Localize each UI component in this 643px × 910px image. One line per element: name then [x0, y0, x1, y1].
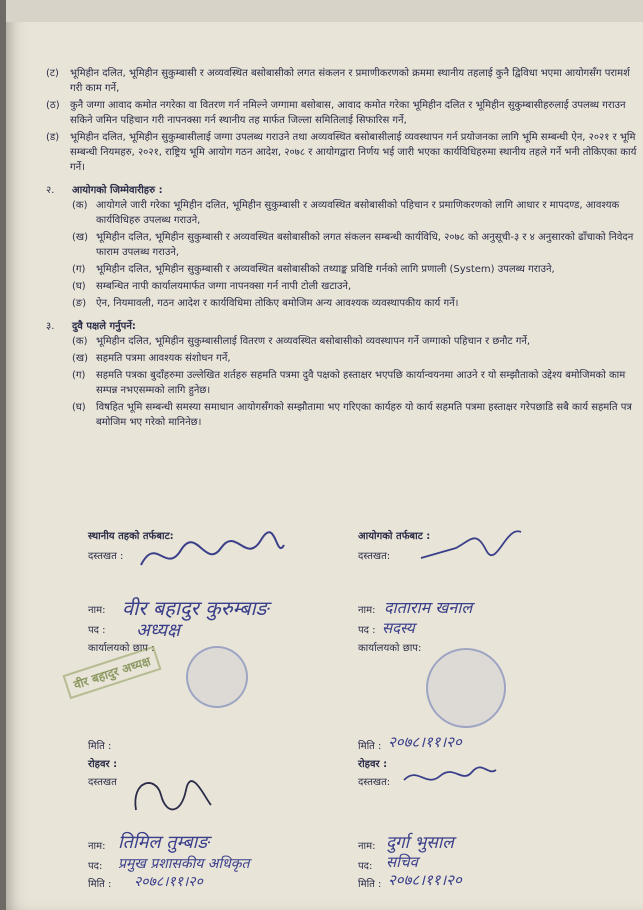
commission-name-handwritten: दाताराम खनाल — [384, 598, 473, 617]
section-title: दुवै पक्षले गर्नुपर्ने: — [72, 321, 136, 332]
item-marker: (ग) — [72, 370, 86, 381]
witness-right-signature-mark — [400, 762, 500, 792]
local-signature-mark — [136, 530, 286, 580]
witness-right-name-handwritten: दुर्गा भुसाल — [386, 833, 454, 853]
item-text: भूमिहीन दलित, भूमिहीन सुकुम्बासी र अव्यवस्थित बसोबासीको तथ्याङ्क प्रविष्टि गर्नको लागि प्रणाली (System) उपलब्ध गराउने, — [96, 264, 555, 275]
witness-left-post-handwritten: प्रमुख प्रशासकीय अधिकृत — [118, 856, 250, 872]
witness-right-date-handwritten: २०७८।११।२० — [388, 733, 462, 751]
witness-right-post-handwritten: सचिव — [386, 853, 418, 871]
list-item — [72, 262, 641, 277]
section2-list — [46, 198, 641, 311]
item-marker: (क) — [72, 200, 88, 211]
list-item — [46, 98, 641, 128]
item-text: कुनै जग्गा आवाद कमोत नगरेका वा वितरण गर्न नमिल्ने जग्गामा बसोबास, आवाद कमोत गरेका भूमिहीन दलित र भूमिहीन सुकुम्बासीहरुलाई उपलब्ध गराउन सकिने जमिन पहिचान गरी नापनक्सा गर्न स्थानीय तह मार्फत जिल्ला समितिलाई सिफारिस गर्ने, — [70, 100, 626, 126]
list-item — [72, 351, 641, 366]
list-item — [72, 198, 641, 228]
item-marker: (ट) — [46, 68, 59, 79]
item-text: सहमति पत्रका बुदाँहरुमा उल्लेखित शर्तहरु सहमति पत्रमा दुवै पक्षको हस्ताक्षर भएपछि कार्यान्वयनमा आउने र यो सम्झौताको उद्देश्य बमोजिमको काम सम्पन्न नभएसम्मको लागि हुनेछ। — [96, 370, 626, 396]
witness-right-date2-label: मिति : — [358, 879, 382, 890]
item-text: विषहित भूमि सम्बन्धी समस्या समाधान आयोगसँगको सम्झौतामा भए गरिएका कार्यहरु यो कार्य सहमति पत्रमा हस्ताक्षर गरेपछाडि सबै कार्य सहमति पत्र बमोजिम भए गरेको मानिनेछ। — [96, 402, 632, 428]
list-item — [72, 368, 641, 398]
witness-right-date2-handwritten: २०७८।११।२० — [388, 871, 462, 889]
item-marker: (घ) — [72, 402, 86, 413]
item-marker: (क) — [72, 336, 88, 347]
item-text: भूमिहीन दलित, भूमिहीन सुकुम्बासी र अव्यवस्थित बसोबासीको लगत संकलन सम्बन्धी कार्यविधि, २०७८ को अनुसूची-३ र ४ अनुसारको ढाँचाको निवेदन फाराम उपलब्ध गराउने, — [96, 232, 634, 258]
witness-left-heading: रोहवर : — [88, 759, 118, 770]
witness-right-heading: रोहवर : — [358, 759, 388, 770]
section-heading — [46, 319, 641, 334]
document-page — [6, 0, 643, 910]
witness-left-post-label: पद: — [88, 861, 103, 872]
local-name-label: नाम: — [88, 605, 106, 616]
section-number: ३. — [46, 321, 55, 332]
item-text: सहमति पत्रमा आवश्यक संशोधन गर्ने, — [96, 353, 231, 364]
witness-right-date-label: मिति : — [358, 741, 382, 752]
item-marker: (ख) — [72, 353, 88, 364]
item-text: भूमिहीन दलित, भूमिहीन सुकुम्बासीलाई जग्गा उपलब्ध गराउने तथा अव्यवस्थित बसोबासीलाई व्यवस्थापन गर्न प्रयोजनका लागि भूमि सम्बन्धी ऐन, २०२१ र भूमि सम्बन्धी नियमहरु, २०२१, राष्ट्रिय भूमि आयोग गठन आदेश, २०७८ र आयोगद्वारा निर्णय भई जारी भएका कार्यविधिहरुमा स्थानीय तहले गर्ने भनी तोकिएका कार्य गर्ने। — [70, 132, 637, 173]
list-item — [72, 279, 641, 294]
local-name-handwritten: वीर बहादुर कुरुम्बाङ — [122, 596, 269, 620]
item-text: ऐन, नियमावली, गठन आदेश र कार्यविधिमा तोकिए बमोजिम अन्य आवश्यक व्यवस्थापकीय कार्य गर्ने। — [96, 298, 459, 309]
item-text: आयोगले जारी गरेका भूमिहीन दलित, भूमिहीन सुकुम्बासी र अव्यवस्थित बसोबासीको पहिचान र प्रमाणिकरणको लागि आधार र मापदण्ड, आवश्यक कार्यविधिहरु उपलब्ध गराउने, — [96, 200, 620, 226]
local-signature-label: दस्तखत : — [88, 551, 124, 562]
witness-left-signature-label: दस्तखत — [88, 777, 117, 788]
scan-top-band — [6, 0, 643, 22]
list-item — [72, 296, 641, 311]
list-item — [72, 334, 641, 349]
part1-list — [46, 66, 641, 175]
witness-left-date2-handwritten: २०७८।११।२० — [134, 874, 203, 890]
witness-left-signature-mark — [126, 770, 216, 820]
item-marker: (ख) — [72, 232, 88, 243]
local-stamp-label: कार्यालयको छाप : — [88, 643, 155, 654]
item-text: सम्बन्धित नापी कार्यालयमार्फत जग्गा नापनक्सा गर्न नापी टोली खटाउने, — [96, 281, 352, 292]
witness-left-date-label: मिति : — [88, 741, 112, 752]
commission-signature-label: दस्तखत: — [358, 551, 391, 562]
list-item — [72, 400, 641, 430]
item-text: भूमिहीन दलित, भूमिहीन सुकुम्बासी र अव्यवस्थित बसोबासीको लगत संकलन र प्रमाणीकरणको क्रममा स्थानीय तहलाई कुनै द्विविधा भएमा आयोगसँग परामर्श गरी काम गर्ने, — [70, 68, 630, 94]
witness-left-date2-label: मिति : — [88, 879, 112, 890]
local-office-seal — [186, 646, 248, 708]
witness-left-name-handwritten: तिमिल तुम्बाङ — [118, 832, 209, 853]
commission-post-label: पद : — [358, 625, 376, 636]
section-heading — [46, 183, 641, 198]
witness-left-name-label: नाम: — [88, 841, 106, 852]
witness-right-post-label: पद: — [358, 861, 373, 872]
item-text: भूमिहीन दलित, भूमिहीन सुकुम्बासीलाई वितरण र अव्यवस्थित बसोबासीको व्यवस्थापन गर्ने जग्गाको पहिचान र छनौट गर्ने, — [96, 336, 531, 347]
witness-right-signature-label: दस्तखत: — [358, 777, 391, 788]
section-number: २. — [46, 185, 55, 196]
item-marker: (ग) — [72, 264, 86, 275]
commission-post-handwritten: सदस्य — [382, 619, 415, 637]
commission-stamp-label: कार्यालयको छाप: — [358, 643, 422, 654]
witness-right-name-label: नाम: — [358, 841, 376, 852]
item-marker: (घ) — [72, 281, 86, 292]
list-item — [72, 230, 641, 260]
document-body — [46, 66, 641, 432]
local-post-handwritten: अध्यक्ष — [136, 620, 180, 641]
commission-side-heading: आयोगको तर्फबाट : — [358, 531, 431, 542]
commission-name-label: नाम: — [358, 605, 376, 616]
local-stamp: वीर बहादुर अध्यक्ष — [62, 646, 161, 699]
local-side-heading: स्थानीय तहको तर्फबाट: — [88, 531, 174, 542]
section3-list — [46, 334, 641, 430]
list-item — [46, 66, 641, 96]
commission-office-seal — [426, 648, 506, 728]
commission-signature-mark — [416, 520, 526, 565]
local-post-label: पद : — [88, 625, 106, 636]
item-marker: (ठ) — [46, 100, 60, 111]
list-item — [46, 130, 641, 175]
item-marker: (ङ) — [72, 298, 87, 309]
section-title: आयोगको जिम्मेवारीहरु : — [72, 185, 163, 196]
item-marker: (ड) — [46, 132, 60, 143]
